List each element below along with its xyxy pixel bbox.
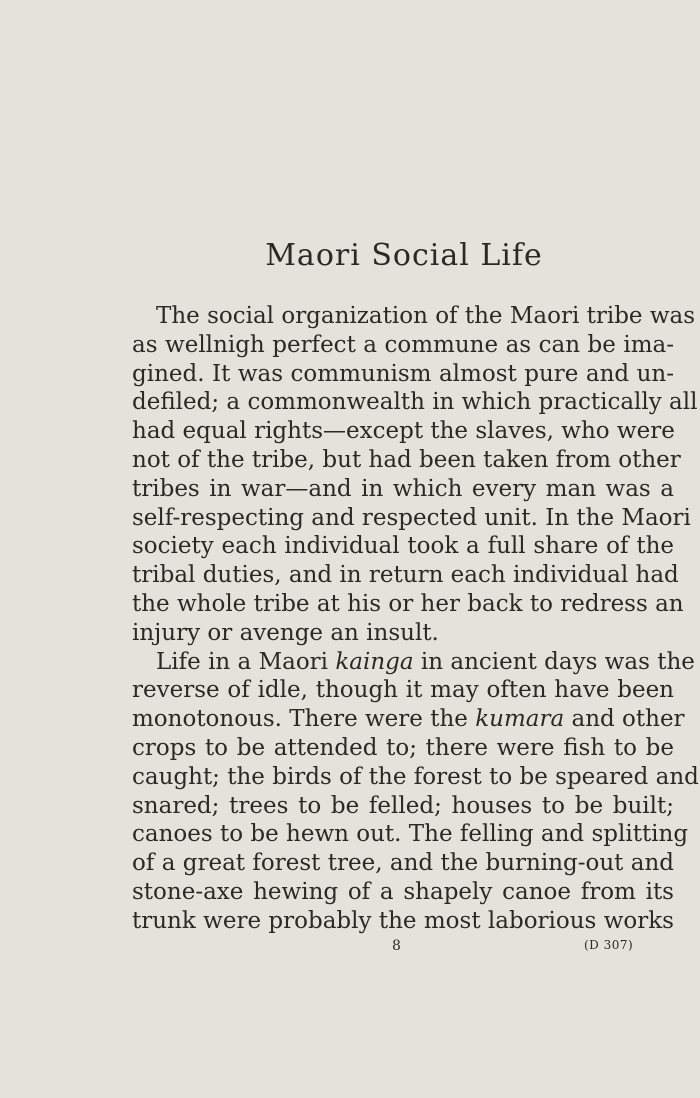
text-run: Life in a Maori	[156, 648, 336, 675]
text-line: The social organization of the Maori tribe was	[156, 303, 696, 329]
italic-term: kainga	[335, 648, 414, 675]
text-line: gined. It was communism almost pure and un-	[132, 360, 674, 387]
text-line: tribes in war—and in which every man was a	[132, 475, 674, 502]
text-line: reverse of idle, though it may often have been	[132, 677, 674, 704]
body-text	[132, 302, 699, 936]
text-line: tribal duties, and in return each individual had	[132, 562, 679, 589]
text-run: and other	[564, 706, 685, 733]
text-line: the whole tribe at his or her back to redress an	[132, 590, 684, 617]
text-line: of a great forest tree, and the burning-out and	[132, 850, 674, 877]
page-title: Maori Social Life	[265, 238, 543, 273]
text-line: caught; the birds of the forest to be speared and	[132, 763, 699, 790]
text-run: monotonous. There were the	[132, 706, 476, 733]
paragraph	[132, 648, 699, 936]
text-line: canoes to be hewn out. The felling and splitting	[132, 821, 689, 848]
italic-term: kumara	[475, 706, 565, 733]
text-line	[132, 705, 685, 734]
text-line: society each individual took a full share of the	[132, 533, 674, 560]
text-line: self-respecting and respected unit. In the Maori	[132, 504, 691, 531]
text-line: as wellnigh perfect a commune as can be ima-	[132, 331, 674, 358]
text-run: in ancient days was the	[413, 648, 695, 675]
text-line: stone-axe hewing of a shapely canoe from its	[132, 878, 674, 905]
text-line: not of the tribe, but had been taken from other	[132, 446, 681, 473]
text-line: had equal rights—except the slaves, who were	[132, 418, 675, 445]
printer-signature: (D 307)	[584, 938, 634, 952]
text-line: crops to be attended to; there were fish to be	[132, 734, 674, 761]
text-line	[132, 648, 695, 677]
text-line: trunk were probably the most laborious works	[132, 907, 674, 934]
text-line: defiled; a commonwealth in which practically all	[132, 389, 698, 416]
paragraph	[132, 302, 698, 648]
text-line: snared; trees to be felled; houses to be built;	[132, 792, 674, 819]
text-line: injury or avenge an insult.	[132, 619, 439, 646]
page-number: 8	[392, 938, 401, 954]
